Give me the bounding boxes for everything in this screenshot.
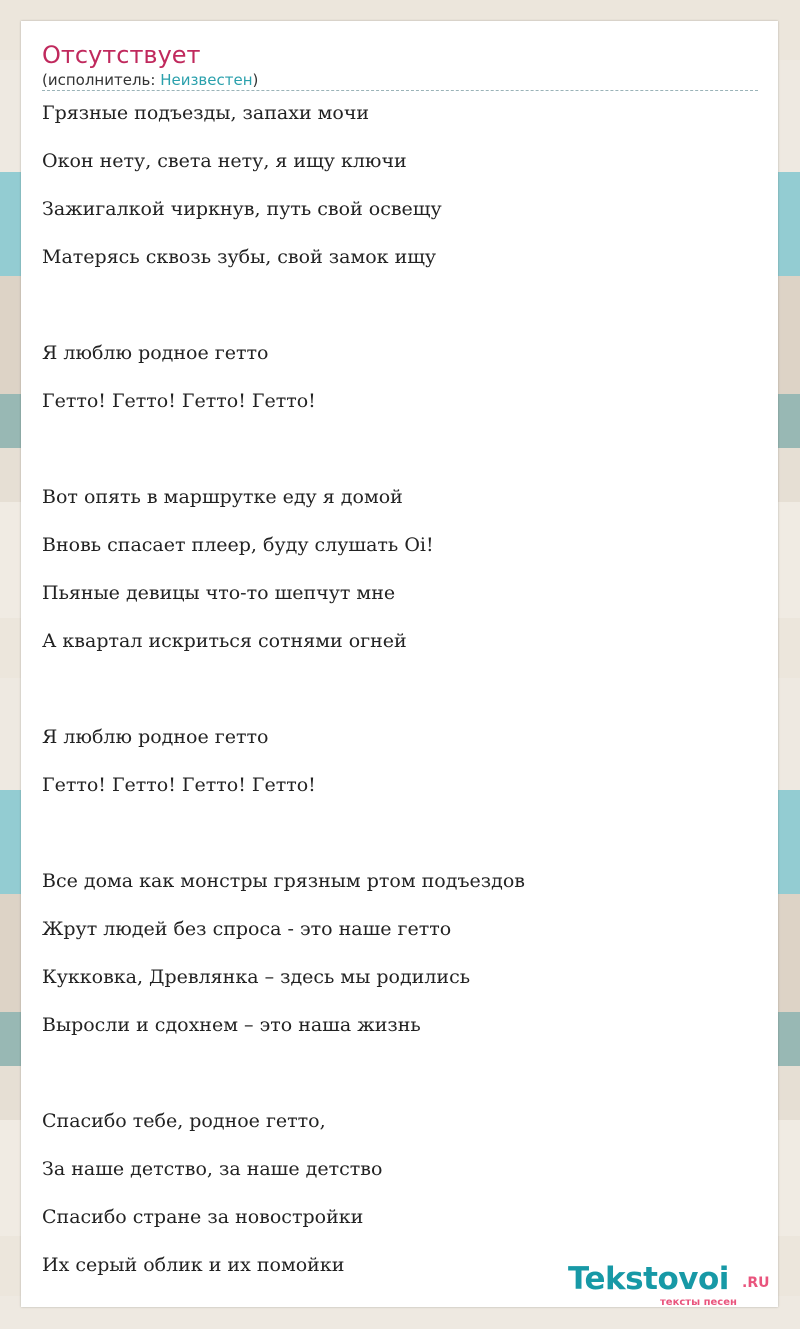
lyric-line: Спасибо тебе, родное гетто, [42, 1110, 326, 1132]
lyric-line: Окон нету, света нету, я ищу ключи [42, 150, 407, 172]
lyric-line: Я люблю родное гетто [42, 342, 269, 364]
lyric-line: Матерясь сквозь зубы, свой замок ищу [42, 246, 437, 268]
artist-link[interactable]: Неизвестен [160, 71, 253, 89]
lyric-line [42, 817, 758, 865]
logo-suffix: .RU [742, 1275, 770, 1291]
logo-tagline: тексты песен [660, 1297, 737, 1308]
song-title: Отсутствует [42, 41, 201, 69]
lyric-line: Грязные подъезды, запахи мочи [42, 102, 370, 124]
lyric-line: Гетто! Гетто! Гетто! Гетто! [42, 774, 316, 796]
lyric-line [42, 1057, 758, 1105]
lyric-line: Их серый облик и их помойки [42, 1254, 345, 1276]
lyric-line: Гетто! Гетто! Гетто! Гетто! [42, 390, 316, 412]
lyric-line: Все дома как монстры грязным ртом подъездов [42, 870, 525, 892]
lyric-line: Спасибо стране за новостройки [42, 1206, 364, 1228]
lyric-line: Зажигалкой чиркнув, путь свой освещу [42, 198, 442, 220]
site-logo[interactable] [568, 1261, 788, 1309]
title-divider [42, 90, 758, 91]
lyrics-card [21, 21, 778, 1307]
lyric-line: Вот опять в маршрутке еду я домой [42, 486, 403, 508]
lyric-line: Кукковка, Древлянка – здесь мы родились [42, 966, 471, 988]
lyric-line: Пьяные девицы что-то шепчут мне [42, 582, 396, 604]
lyric-line: Вновь спасает плеер, буду слушать Oi! [42, 534, 434, 556]
lyric-line: За наше детство, за наше детство [42, 1158, 383, 1180]
artist-line [42, 71, 258, 89]
lyric-line: Я люблю родное гетто [42, 726, 269, 748]
lyrics-text [42, 97, 758, 1297]
lyric-line [42, 289, 758, 337]
lyric-line: Выросли и сдохнем – это наша жизнь [42, 1014, 421, 1036]
lyric-line: Жрут людей без спроса - это наше гетто [42, 918, 452, 940]
lyric-line [42, 433, 758, 481]
lyric-line: А квартал искриться сотнями огней [42, 630, 407, 652]
artist-prefix: (исполнитель: [42, 71, 161, 89]
lyric-line [42, 673, 758, 721]
logo-name: Tekstovoi [568, 1261, 729, 1297]
artist-suffix: ) [252, 71, 259, 89]
